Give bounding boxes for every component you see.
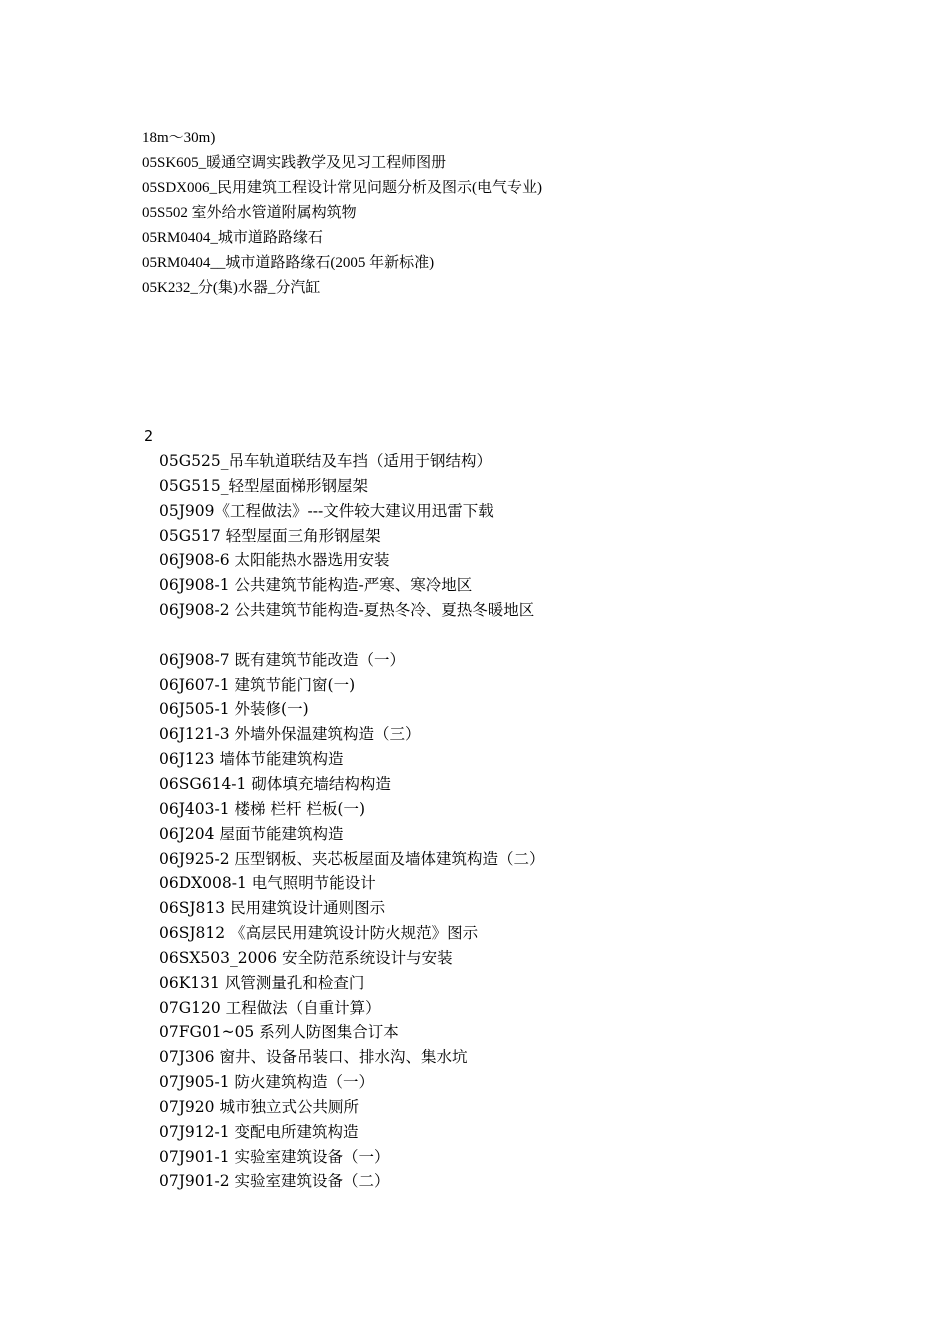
list-item: 05S502 室外给水管道附属构筑物 (142, 205, 357, 221)
list-item: 05J909《工程做法》---文件较大建议用迅雷下载 (159, 501, 494, 520)
list-item: 06SX503_2006 安全防范系统设计与安装 (159, 948, 453, 967)
list-item: 06J505-1 外装修(一) (159, 700, 309, 719)
list-item: 05G517 轻型屋面三角形钢屋架 (159, 526, 381, 545)
list-item: 07J901-2 实验室建筑设备（二） (159, 1172, 390, 1191)
list-item: 06J908-1 公共建筑节能构造-严寒、寒冷地区 (159, 576, 473, 595)
list-item: 06K131 风管测量孔和检查门 (159, 973, 365, 992)
list-item: 06J925-2 压型钢板、夹芯板屋面及墙体建筑构造（二） (159, 849, 545, 868)
list-item: 07J306 窗井、设备吊装口、排水沟、集水坑 (159, 1048, 468, 1067)
list-item: 07G120 工程做法（自重计算） (159, 998, 381, 1017)
list-item: 07J905-1 防火建筑构造（一） (159, 1073, 375, 1092)
standards-list-main (159, 449, 879, 1194)
list-item: 06J607-1 建筑节能门窗(一) (159, 675, 356, 694)
list-item: 06J204 屋面节能建筑构造 (159, 824, 344, 843)
list-item: 07J901-1 实验室建筑设备（一） (159, 1147, 390, 1166)
list-item: 07J912-1 变配电所建筑构造 (159, 1122, 359, 1141)
section-number: 2 (144, 427, 154, 445)
list-item: 18m～30m) (142, 130, 216, 146)
list-item: 05RM0404__城市道路路缘石(2005 年新标准) (142, 255, 435, 271)
list-item: 05G525_吊车轨道联结及车挡（适用于钢结构） (159, 452, 492, 470)
list-item: 05SDX006_民用建筑工程设计常见问题分析及图示(电气专业) (142, 180, 542, 196)
list-item: 07J920 城市独立式公共厕所 (159, 1097, 359, 1116)
blank-line (159, 623, 879, 648)
list-item: 06DX008-1 电气照明节能设计 (159, 874, 376, 893)
list-item: 06J908-2 公共建筑节能构造-夏热冬冷、夏热冬暖地区 (159, 601, 535, 620)
list-item: 05SK605_暖通空调实践教学及见习工程师图册 (142, 155, 447, 171)
list-item: 06SJ813 民用建筑设计通则图示 (159, 899, 386, 918)
list-item: 06J908-7 既有建筑节能改造（一） (159, 650, 406, 669)
list-item: 06J403-1 楼梯 栏杆 栏板(一) (159, 799, 365, 818)
standards-list-top (142, 126, 842, 301)
list-item: 05G515_轻型屋面梯形钢屋架 (159, 476, 368, 495)
list-item: 06J908-6 太阳能热水器选用安装 (159, 551, 390, 570)
list-item: 06SG614-1 砌体填充墙结构构造 (159, 774, 391, 793)
list-item: 05K232_分(集)水器_分汽缸 (142, 280, 321, 296)
list-item: 06J123 墙体节能建筑构造 (159, 750, 344, 769)
list-item: 06J121-3 外墙外保温建筑构造（三） (159, 725, 421, 744)
list-item: 05RM0404_城市道路路缘石 (142, 230, 323, 246)
list-item: 07FG01~05 系列人防图集合订本 (159, 1023, 399, 1042)
list-item: 06SJ812 《高层民用建筑设计防火规范》图示 (159, 924, 479, 943)
